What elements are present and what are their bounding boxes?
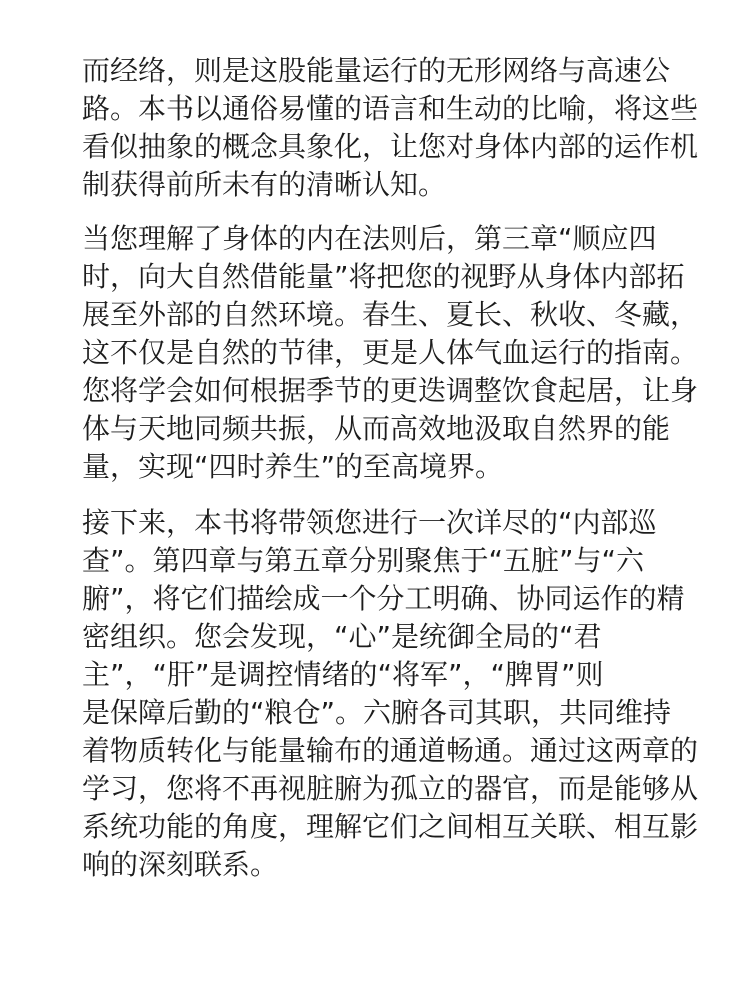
text-line: 着物质转化与能量输布的通道畅通。通过这两章的 — [82, 734, 699, 767]
text-line: 这不仅是自然的节律，更是人体气血运行的指南。 — [82, 336, 699, 369]
text-line: 路。本书以通俗易懂的语言和生动的比喻，将这些 — [82, 92, 699, 125]
text-line: 当您理解了身体的内在法则后，第三章“顺应四 — [82, 222, 657, 255]
text-line: 量，实现“四时养生”的至高境界。 — [82, 450, 504, 483]
text-line: 响的深刻联系。 — [82, 848, 279, 881]
paragraph-meridians — [82, 52, 699, 204]
paragraph-chapters-four-five — [82, 504, 699, 884]
text-line: 系统功能的角度，理解它们之间相互关联、相互影 — [82, 810, 699, 843]
text-line: 学习，您将不再视脏腑为孤立的器官，而是能够从 — [82, 772, 699, 805]
text-line: 展至外部的自然环境。春生、夏长、秋收、冬藏， — [82, 298, 699, 331]
text-line: 是保障后勤的“粮仓”。六腑各司其职，共同维持 — [82, 696, 672, 729]
text-line: 而经络，则是这股能量运行的无形网络与高速公 — [82, 54, 671, 87]
text-line: 查”。第四章与第五章分别聚焦于“五脏”与“六 — [82, 544, 645, 577]
paragraph-chapter-three — [82, 220, 699, 486]
text-line: 您将学会如何根据季节的更迭调整饮食起居，让身 — [82, 374, 699, 407]
text-line: 主”，“肝”是调控情绪的“将军”，“脾胃”则 — [82, 658, 604, 691]
text-line: 时，向大自然借能量”将把您的视野从身体内部拓 — [82, 260, 685, 293]
text-line: 密组织。您会发现，“心”是统御全局的“君 — [82, 620, 602, 653]
text-line: 接下来，本书将带领您进行一次详尽的“内部巡 — [82, 506, 657, 539]
text-line: 体与天地同频共振，从而高效地汲取自然界的能 — [82, 412, 671, 445]
text-line: 制获得前所未有的清晰认知。 — [82, 168, 447, 201]
text-line: 看似抽象的概念具象化，让您对身体内部的运作机 — [82, 130, 699, 163]
text-line: 腑”，将它们描绘成一个分工明确、协同运作的精 — [82, 582, 685, 615]
